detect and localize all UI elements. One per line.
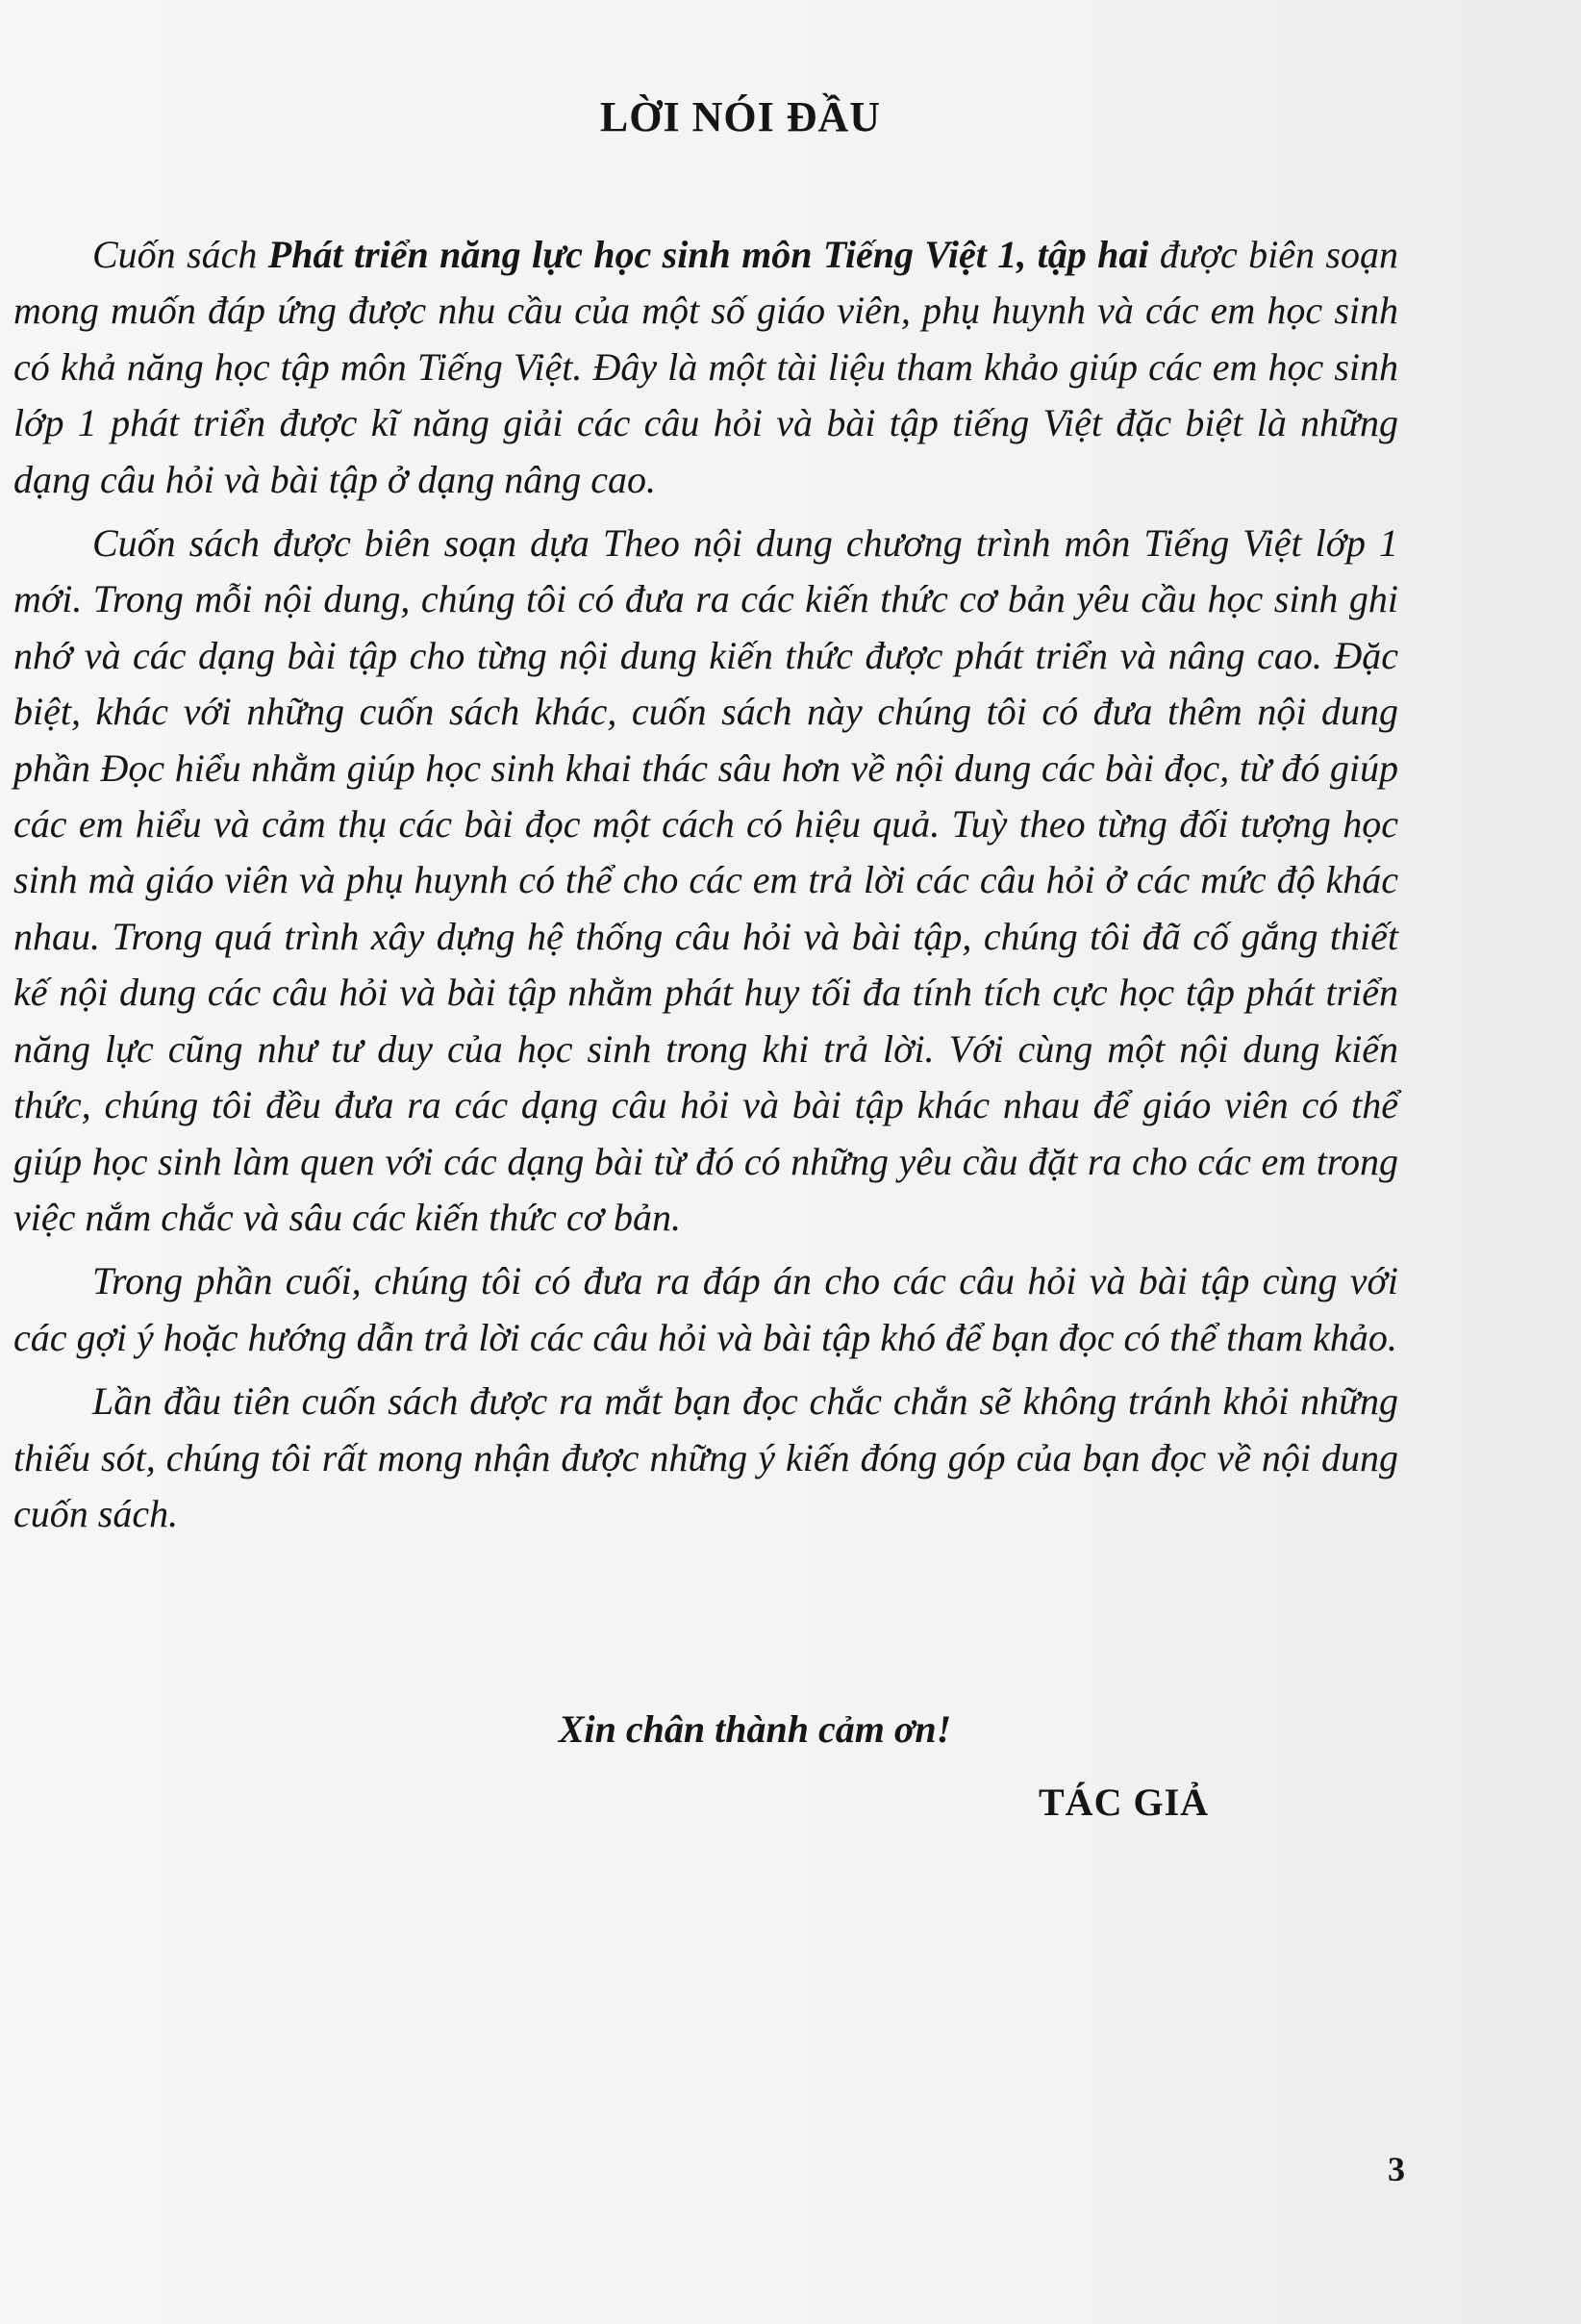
paragraph-1-intro: Cuốn sách (92, 233, 268, 276)
author-signature: TÁC GIẢ (1039, 1781, 1210, 1824)
page-number: 3 (1388, 2150, 1405, 2188)
preface-paragraph-3: Trong phần cuối, chúng tôi có đưa ra đáp án cho các câu hỏi và bài tập cùng với các gợi ý hoặc hướng dẫn trả lời các câu hỏi và bài tập khó để bạn đọc có thể tham khảo. (13, 1259, 1398, 1359)
preface-paragraph-2: Cuốn sách được biên soạn dựa Theo nội dung chương trình môn Tiếng Việt lớp 1 mới. Trong mỗi nội dung, chúng tôi có đưa ra các kiến thức cơ bản yêu cầu học sinh ghi nhớ và các dạng bài tập cho từng nội dung kiến thức được phát triển và nâng cao. Đặc biệt, khác với những cuốn sách khác, cuốn sách này chúng tôi có đưa thêm nội dung phần Đọc hiểu nhằm giúp học sinh khai thác sâu hơn về nội dung các bài đọc, từ đó giúp các em hiểu và cảm thụ các bài đọc một cách có hiệu quả. Tuỳ theo từng đối tượng học sinh mà giáo viên và phụ huynh có thể cho các em trả lời các câu hỏi ở các mức độ khác nhau. Trong quá trình xây dựng hệ thống câu hỏi và bài tập, chúng tôi đã cố gắng thiết kế nội dung các câu hỏi và bài tập nhằm phát huy tối đa tính tích cực học tập phát triển năng lực cũng như tư duy của học sinh trong khi trả lời. Với cùng một nội dung kiến thức, chúng tôi đều đưa ra các dạng câu hỏi và bài tập khác nhau để giáo viên có thể giúp học sinh làm quen với các dạng bài từ đó có những yêu cầu đặt ra cho các em trong việc nắm chắc và sâu các kiến thức cơ bản. (13, 521, 1398, 1239)
page-title: LỜI NÓI ĐẦU (599, 93, 882, 140)
book-title: Phát triển năng lực học sinh môn Tiếng Việt 1, tập hai (267, 233, 1149, 276)
preface-paragraph-1 (13, 227, 1398, 508)
preface-paragraph-4: Lần đầu tiên cuốn sách được ra mắt bạn đọc chắc chắn sẽ không tránh khỏi những thiếu sót, chúng tôi rất mong nhận được những ý kiến đóng góp của bạn đọc về nội dung cuốn sách. (13, 1379, 1398, 1535)
paragraph-1-rest: được biên soạn mong muốn đáp ứng được nhu cầu của một số giáo viên, phụ huynh và các em học sinh có khả năng học tập môn Tiếng Việt. Đây là một tài liệu tham khảo giúp các em học sinh lớp 1 phát triển được kĩ năng giải các câu hỏi và bài tập tiếng Việt đặc biệt là những dạng câu hỏi và bài tập ở dạng nâng cao. (13, 233, 1398, 501)
preface-body (13, 227, 1398, 1550)
closing-line: Xin chân thành cảm ơn! (558, 1707, 952, 1751)
